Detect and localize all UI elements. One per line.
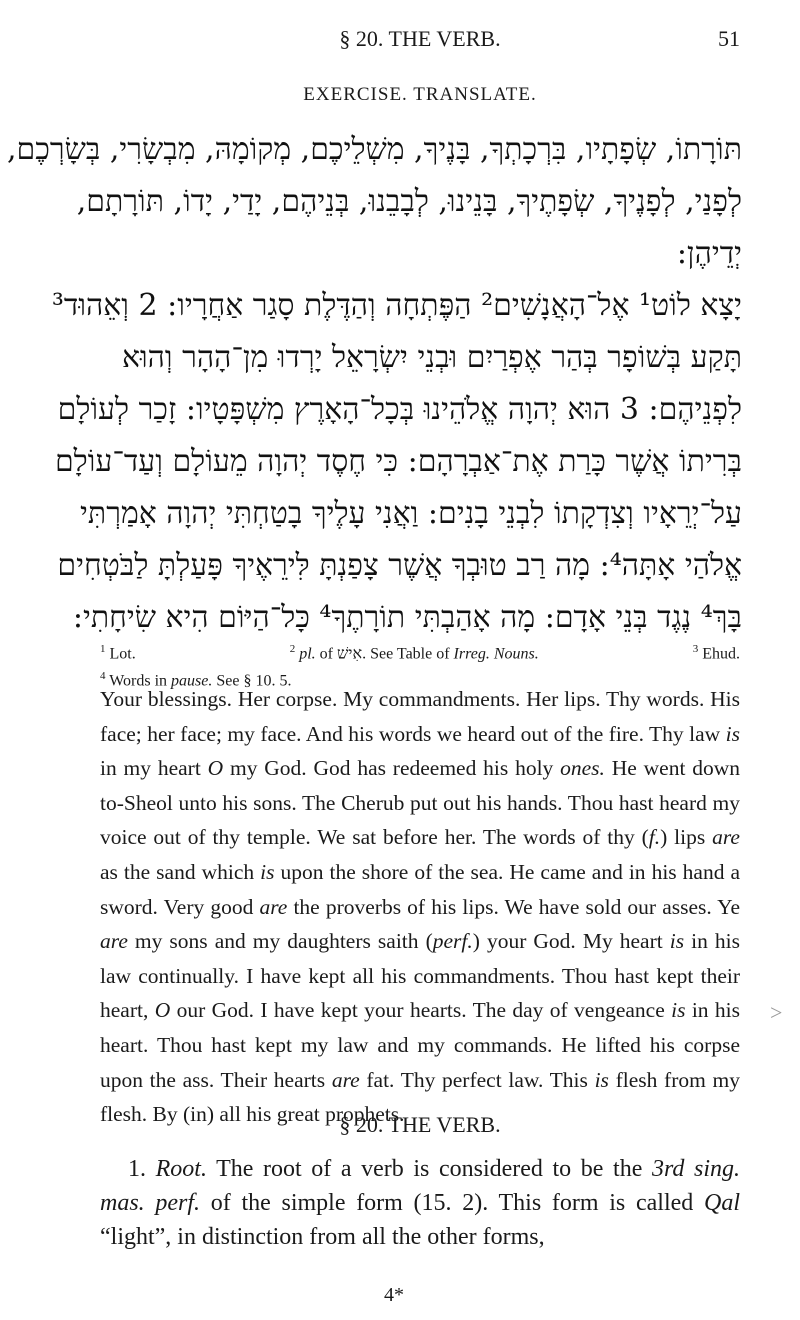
- footnote-4: $^4$ Words in pause. See § 10. 5.: [100, 670, 292, 690]
- hebrew-line-5: תָּקַע בְּשׁוֹפָר בְּהַר אֶפְרַיִם וּבְנֵי יִשְׂרָאֵל יָרְדוּ מִן־הָהָר וְהוּא: [121, 340, 742, 375]
- english-italic: O: [207, 756, 224, 781]
- hebrew-line-3: יְדֵיהֶן:: [676, 236, 742, 271]
- footnote-4-ref: pause.: [171, 672, 213, 690]
- paragraph-italic: 3rd sing. mas. perf.: [100, 1156, 741, 1216]
- footnote-row-1: [100, 638, 740, 665]
- page-number: 51: [718, 26, 740, 51]
- english-segment: in my heart: [100, 756, 208, 781]
- running-head: [100, 26, 740, 58]
- footnote-2-of: of: [315, 645, 337, 663]
- hebrew-line-6: לִפְנֵיהֶם: 3 הוּא יְהוָה אֱלֹהֵינוּ בְּכָל־הָאָרֶץ מִשְׁפָּטָיו: זָכַר לְעוֹלָם: [57, 392, 742, 427]
- footnote-2: $^2$ pl. of אִישׁ. See Table of Irreg. Nouns.: [289, 643, 539, 663]
- running-title: § 20. THE VERB.: [339, 26, 501, 51]
- english-italic: perf.: [432, 929, 473, 954]
- english-segment: ) your God. My heart: [472, 929, 670, 954]
- footnote-1: $^1$ Lot.: [100, 643, 136, 663]
- english-italic: is: [669, 929, 685, 954]
- english-segment: in his heart. Thou hast kept my law and my commands. He lifted his corpse upon the ass. Their hearts: [100, 998, 740, 1092]
- section-heading: § 20. THE VERB.: [339, 1112, 501, 1137]
- english-italic: is: [594, 1067, 609, 1092]
- english-italic: O: [154, 998, 171, 1023]
- english-segment: upon the shore of the sea. He came and in his hand a sword. Very good: [100, 859, 740, 919]
- english-segment: in his law continually. I have kept all his commandments. Thou hast kept their heart,: [100, 929, 741, 1023]
- english-italic: are: [712, 825, 740, 850]
- hebrew-line-8: עַל־יְרֵאָיו וְצִדְקָתוֹ לִבְנֵי בָנִים: וַאֲנִי עָלֶיךָ בָטַחְתִּי יְהוָה אָמַרְתִּי: [80, 496, 742, 531]
- section-paragraph-1: [100, 1152, 740, 1254]
- footnote-2-ref: Irreg. Nouns.: [453, 645, 539, 663]
- footnote-2-abbr: pl.: [299, 645, 316, 663]
- footnote-2-hebrew: אִישׁ: [336, 645, 363, 663]
- english-segment: ) lips: [660, 825, 713, 850]
- paragraph-term-qal: Qal: [704, 1190, 740, 1216]
- hebrew-line-2: לְפָנַי, לְפָנֶיךָ, שְׂפָתֶיךָ, בָּנֵינוּ, לְבָבֵנוּ, בְּנֵיהֶם, יָדַי, יָדוֹ, תּוֹרָתָם,: [76, 184, 742, 219]
- english-segment: the proverbs of his lips. We have sold our asses. Ye: [287, 894, 740, 919]
- hebrew-line-9: אֱלֹהַי אָתָּה⁴: מָה רַב טוּבְךָ אֲשֶׁר צָפַנְתָּ לִּירֵאֶיךָ פָּעַלְתָּ לַבֹּטְחִים: [57, 548, 742, 583]
- english-italic: are: [100, 929, 128, 954]
- english-segment: as the sand which: [100, 859, 261, 884]
- paragraph-text: of the simple form (15. 2). This form is called: [200, 1190, 704, 1216]
- hebrew-line-4: יָצָא לוֹט¹ אֶל־הָאֲנָשִׁים² הַפֶּתְחָה וְהַדֶּלֶת סָגַר אַחֲרָיו: 2 וְאֵהוּד³: [51, 288, 742, 323]
- english-italic: is: [671, 998, 686, 1023]
- paragraph-text: The root of a verb is considered to be the: [206, 1156, 652, 1182]
- english-italic: is: [725, 721, 740, 746]
- english-segment: Your blessings. Her corpse. My commandments. Her lips. Thy words. His face; her face; my face. And his words we heard out of the fire. Thy law: [100, 687, 740, 746]
- english-segment: our God. I have kept your hearts. The day of vengeance: [170, 998, 672, 1023]
- exercise-title: EXERCISE. TRANSLATE.: [303, 84, 537, 105]
- margin-mark: >: [770, 1000, 783, 1025]
- footnote-4-text: Words in: [109, 672, 172, 690]
- paragraph-title: Root.: [155, 1156, 207, 1182]
- english-segment: my sons and my daughters saith (: [127, 929, 433, 954]
- english-segment: my God. God has redeemed his holy: [223, 756, 561, 781]
- footnote-3-text: Ehud.: [702, 645, 740, 663]
- english-italic: are: [259, 894, 288, 919]
- footnote-3: $^3$ Ehud.: [692, 643, 740, 663]
- signature-mark: 4*: [384, 1284, 404, 1306]
- hebrew-line-10: בָּךְ⁴ נֶגֶד בְּנֵי אָדָם: מָה אָהַבְתִּי תוֹרָתֶךָ⁴ כָּל־הַיּוֹם הִיא שִׂיחָתִי:: [72, 600, 742, 635]
- english-exercise-text: [100, 682, 740, 1132]
- english-segment: He went down to-Sheol unto his sons. The Cherub put out his hands. Thou hast heard my voice out of thy temple. We sat before her. The words of thy (: [100, 756, 741, 850]
- hebrew-exercise-text: [7, 124, 742, 644]
- footnote-4-suffix: See § 10. 5.: [212, 672, 292, 690]
- english-italic: f.: [648, 825, 661, 850]
- english-segment: fat. Thy perfect law. This: [359, 1067, 595, 1092]
- paragraph-text: “light”, in distinction from all the other forms,: [100, 1224, 545, 1250]
- hebrew-line-1: תּוֹרָתוֹ, שְׂפָתָיו, בִּרְכָתְךָ, בָּנֶיךָ, מִשְׁלֵיכֶם, מְקוֹמָהּ, מִבְשָׂרִי, בְּשָׂרְכֶם,: [7, 132, 742, 167]
- footnote-1-text: Lot.: [109, 645, 136, 663]
- footnote-2-text: . See Table of: [362, 645, 454, 663]
- paragraph-number: 1.: [128, 1156, 146, 1182]
- english-italic: is: [260, 859, 275, 884]
- hebrew-line-7: בְּרִיתוֹ אֲשֶׁר כָּרַת אֶת־אַבְרָהָם: כִּי חֶסֶד יְהוָה מֵעוֹלָם וְעַד־עוֹלָם: [54, 444, 742, 479]
- english-segment: flesh from my flesh. By (in) all his great prophets.: [100, 1067, 740, 1127]
- english-italic: ones.: [560, 756, 605, 781]
- english-italic: are: [331, 1067, 360, 1092]
